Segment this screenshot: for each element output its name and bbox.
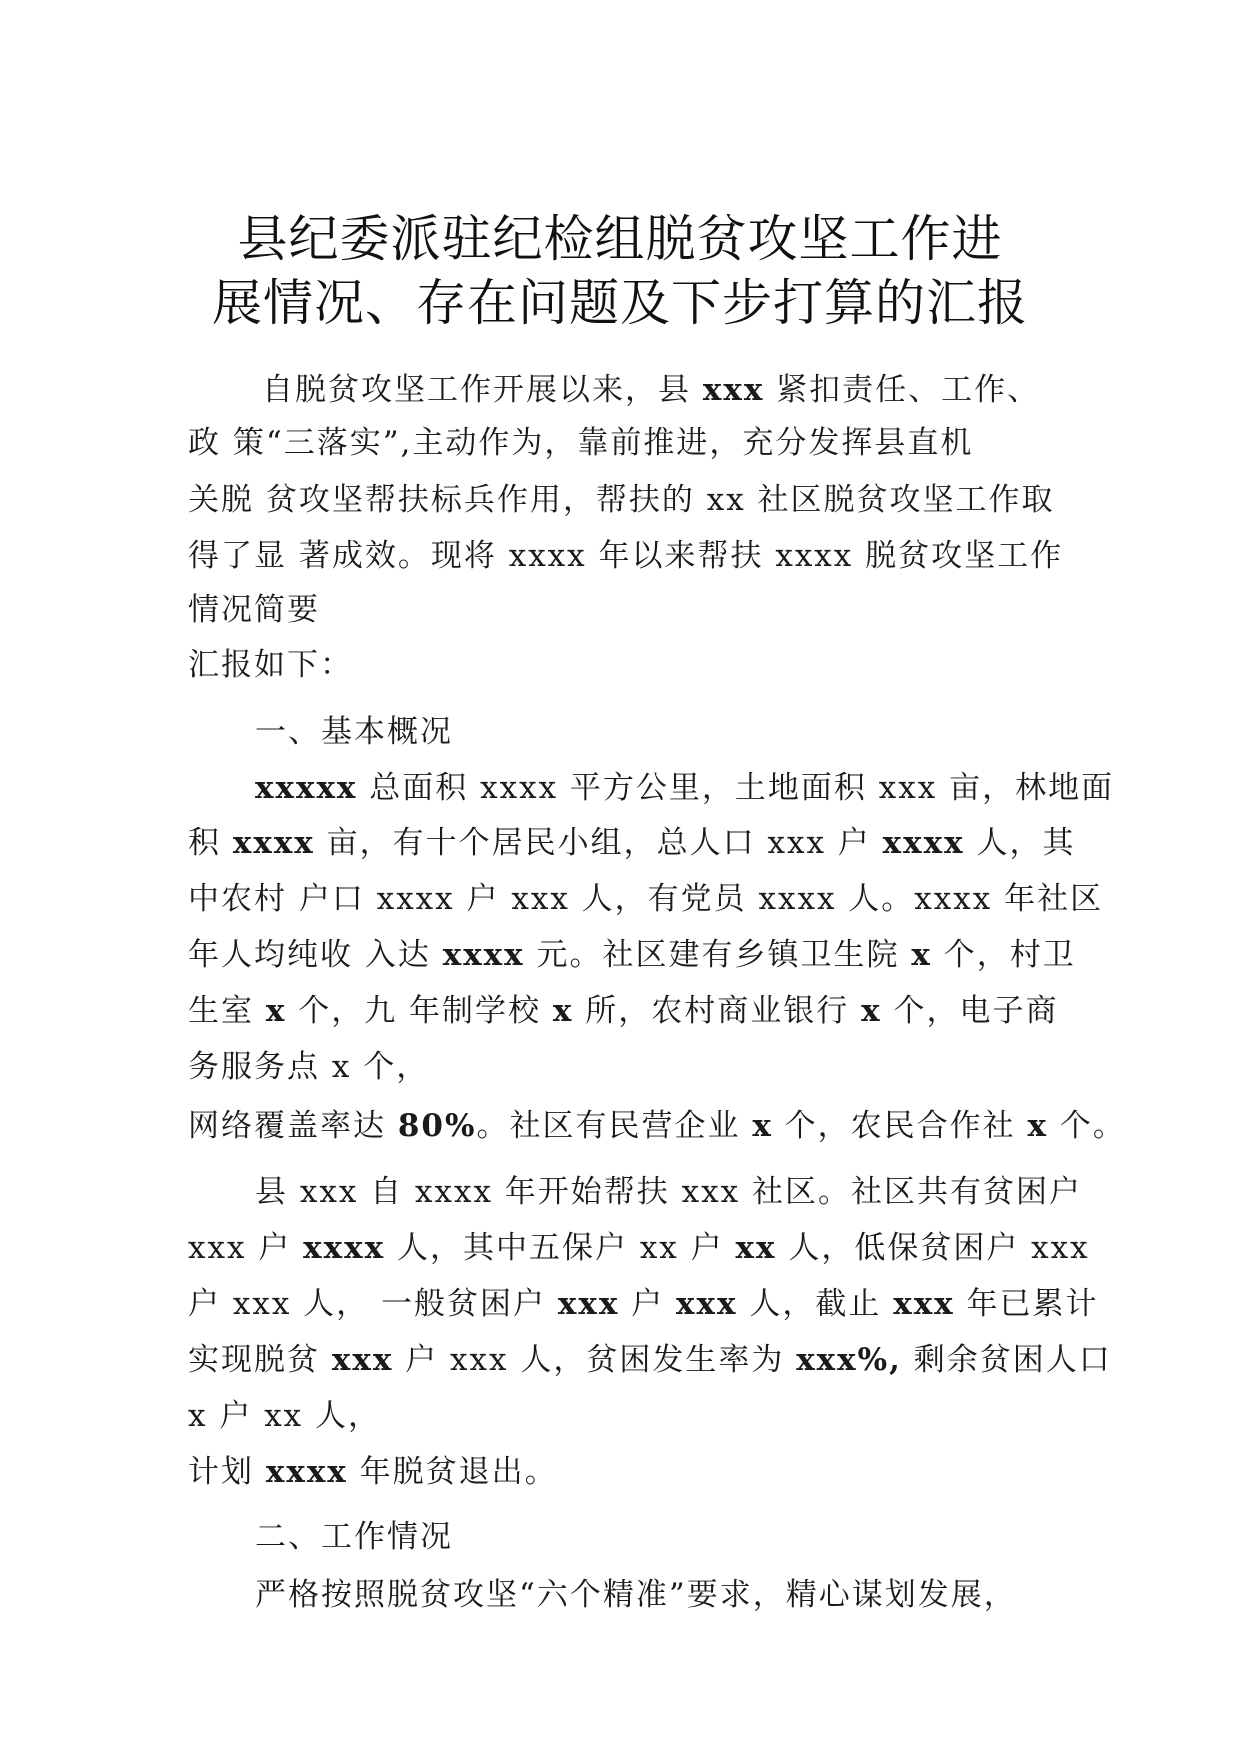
bold-text-run: xx — [735, 1230, 777, 1266]
body-line — [255, 768, 1114, 808]
body-line — [188, 879, 1103, 919]
body-line — [255, 1172, 1082, 1212]
bold-text-run: xxx — [557, 1286, 620, 1322]
text-run: 计划 — [188, 1454, 266, 1490]
text-run: 政 策“三落实”,主动作为，靠前推进，充分发挥县直机 — [188, 425, 974, 461]
bold-text-run: xxx — [331, 1342, 394, 1378]
body-line — [188, 1106, 1126, 1146]
text-run: 得了显 著成效。现将 xxxx 年以来帮扶 xxxx 脱贫攻坚工作 — [188, 538, 1064, 574]
text-run: 一、基本概况 — [255, 714, 453, 750]
body-line — [255, 1575, 1017, 1615]
bold-text-run: x — [265, 993, 287, 1029]
body-line — [255, 1517, 453, 1557]
bold-text-run: x — [552, 993, 574, 1029]
text-run: 网络覆盖率达 — [188, 1108, 398, 1144]
text-run: 年已累计 — [954, 1286, 1099, 1322]
bold-text-run: xxx%, — [796, 1342, 902, 1378]
bold-text-run: xxxx — [303, 1230, 386, 1266]
text-run: 户 xxx 人，贫困发生率为 — [393, 1342, 797, 1378]
text-run: 个，村卫 — [931, 937, 1076, 973]
text-run: 个，九 年制学校 — [286, 993, 553, 1029]
bold-text-run: 80% — [397, 1108, 477, 1144]
text-run: 个。 — [1048, 1108, 1126, 1144]
document-title-line-1: 县纪委派驻纪检组脱贫攻坚工作进 — [237, 210, 1003, 268]
body-line — [188, 645, 353, 685]
text-run: 关脱 贫攻坚帮扶标兵作用，帮扶的 xx 社区脱贫攻坚工作取 — [188, 482, 1055, 518]
body-line — [188, 1047, 429, 1087]
body-line — [188, 590, 320, 630]
body-line — [188, 823, 1075, 863]
text-run: 县 xxx 自 xxxx 年开始帮扶 xxx 社区。社区共有贫困户 — [255, 1174, 1082, 1210]
text-run: 情况简要 — [188, 592, 320, 628]
bold-text-run: xxxx — [232, 825, 315, 861]
text-run: 个，电子商 — [881, 993, 1059, 1029]
text-run: 人，低保贫困户 xxx — [776, 1230, 1090, 1266]
bold-text-run: xxxxx — [255, 770, 358, 806]
body-line — [262, 370, 1040, 410]
body-line — [188, 1396, 381, 1436]
text-run: 剩余贫困人口 — [901, 1342, 1112, 1378]
bold-text-run: xxxx — [442, 937, 525, 973]
text-run: 年人均纯收 入达 — [188, 937, 443, 973]
text-run: 户 — [619, 1286, 677, 1322]
body-line — [188, 1284, 1099, 1324]
bold-text-run: x — [1027, 1108, 1049, 1144]
bold-text-run: xxxx — [882, 825, 965, 861]
text-run: 严格按照脱贫攻坚“六个精准”要求，精心谋划发展， — [255, 1577, 1017, 1613]
text-run: 年脱贫退出。 — [347, 1454, 558, 1490]
text-run: 总面积 xxxx 平方公里，土地面积 xxx 亩，林地面 — [357, 770, 1115, 806]
text-run: x 户 xx 人， — [188, 1398, 382, 1434]
body-line — [188, 536, 1063, 576]
text-run: 中农村 户口 xxxx 户 xxx 人，有党员 xxxx 人。xxxx 年社区 — [188, 881, 1104, 917]
bold-text-run: xxx — [893, 1286, 955, 1322]
bold-text-run: xxx — [676, 1286, 738, 1322]
body-line — [188, 1340, 1112, 1380]
body-line — [188, 991, 1058, 1031]
text-run: 。社区有民营企业 — [476, 1108, 753, 1144]
text-run: xxx 户 — [188, 1230, 304, 1266]
bold-text-run: x — [861, 993, 882, 1029]
bold-text-run: x — [752, 1108, 773, 1144]
bold-text-run: xxx — [702, 372, 765, 408]
bold-text-run: xxxx — [265, 1454, 348, 1490]
text-run: 人，截止 — [737, 1286, 894, 1322]
text-run: 自脱贫攻坚工作开展以来，县 — [262, 372, 703, 408]
bold-text-run: x — [911, 937, 932, 973]
body-line — [188, 423, 973, 463]
text-run: 务服务点 x 个， — [188, 1049, 430, 1085]
text-run: 亩，有十个居民小组，总人口 xxx 户 — [314, 825, 883, 861]
text-run: 户 xxx 人， 一般贫困户 — [188, 1286, 558, 1322]
document-title-line-2: 展情况、存在问题及下步打算的汇报 — [212, 274, 1028, 332]
body-line — [255, 712, 453, 752]
text-run: 紧扣责任、工作、 — [764, 372, 1041, 408]
text-run: 所，农村商业银行 — [573, 993, 862, 1029]
text-run: 实现脱贫 — [188, 1342, 332, 1378]
text-run: 元。社区建有乡镇卫生院 — [524, 937, 912, 973]
text-run: 人，其 — [964, 825, 1076, 861]
body-line — [188, 935, 1076, 975]
text-run: 汇报如下： — [188, 647, 353, 683]
body-line — [188, 1452, 558, 1492]
text-run: 生室 — [188, 993, 266, 1029]
text-run: 个，农民合作社 — [772, 1108, 1028, 1144]
text-run: 人，其中五保户 xx 户 — [385, 1230, 736, 1266]
text-run: 二、工作情况 — [255, 1519, 453, 1555]
body-line — [188, 1228, 1090, 1268]
body-line — [188, 480, 1055, 520]
text-run: 积 — [188, 825, 233, 861]
